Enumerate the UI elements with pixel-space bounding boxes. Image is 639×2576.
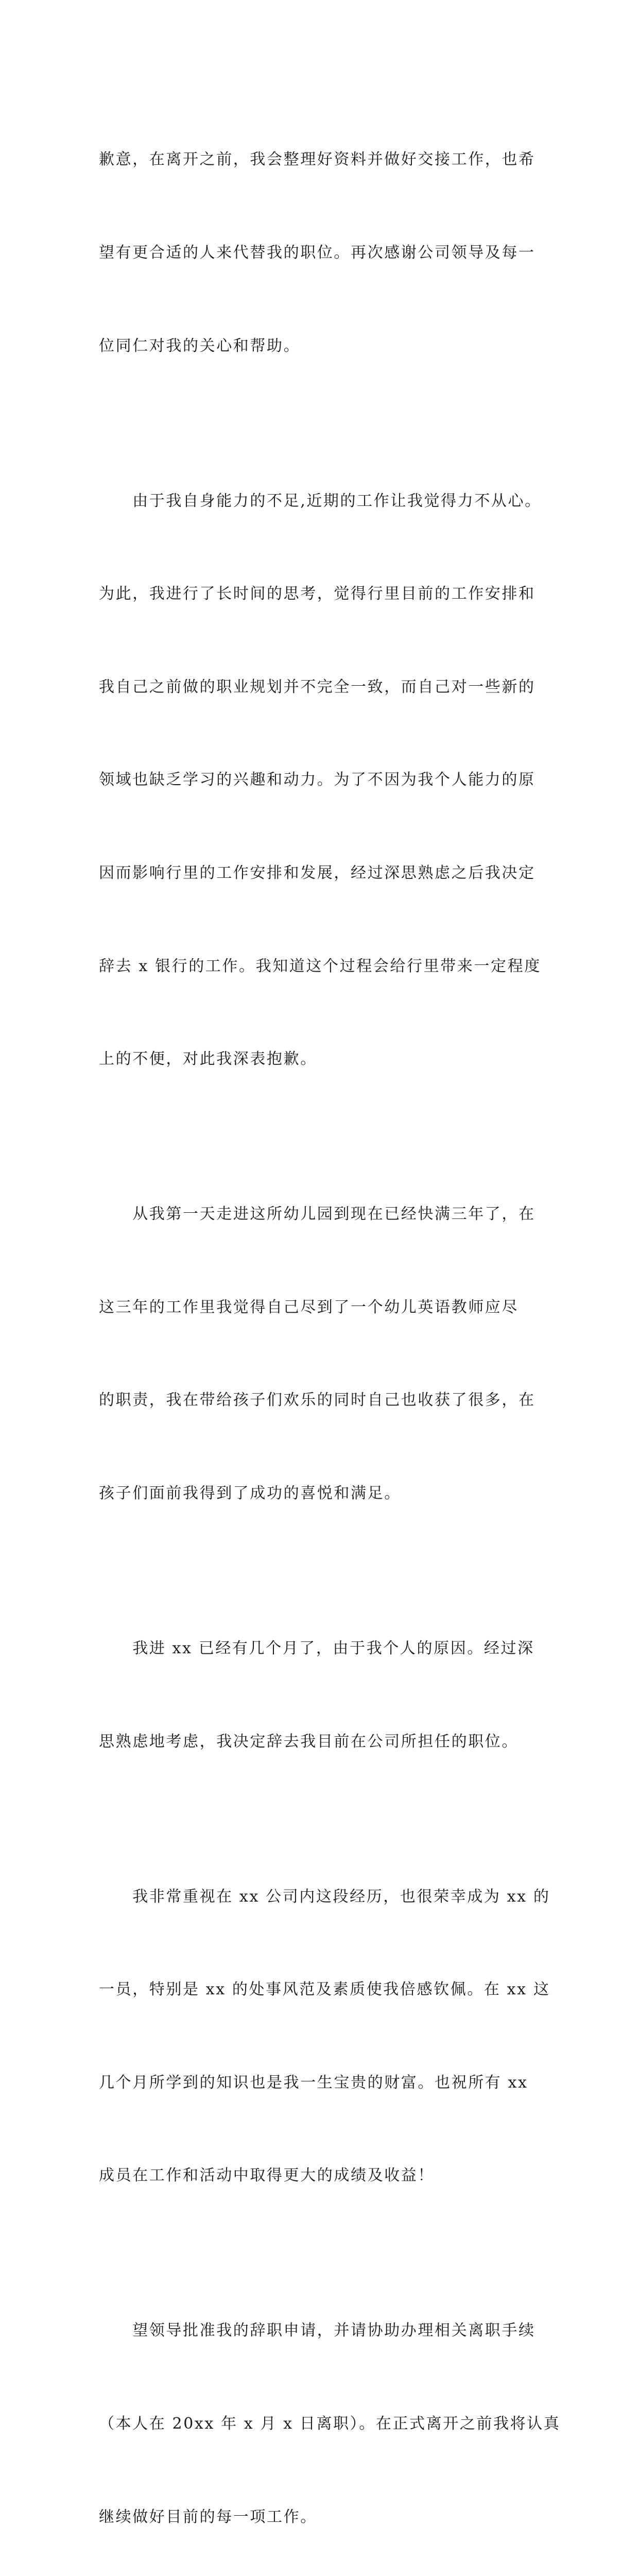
text-line: 这三年的工作里我觉得自己尽到了一个幼儿英语教师应尽 — [99, 1298, 519, 1316]
paragraph-4 — [99, 1571, 542, 1820]
text-line: 几个月所学到的知识也是我一生宝贵的财富。也祝所有 xx — [99, 2073, 528, 2092]
text-line: 的职责，我在带给孩子们欢乐的同时自己也收获了很多，在 — [99, 1391, 536, 1410]
paragraph-3 — [99, 1137, 542, 1571]
paragraph-5 — [99, 1819, 550, 2253]
text-line: 我非常重视在 xx 公司内这段经历，也很荣幸成为 xx 的 — [99, 1887, 550, 1906]
text-line: 成员在工作和活动中取得更大的成绩及收益！ — [99, 2166, 435, 2185]
text-line: 因而影响行里的工作安排和发展，经过深思熟虑之后我决定 — [99, 863, 536, 882]
paragraph-1 — [99, 82, 542, 423]
text-line: 由于我自身能力的不足,近期的工作让我觉得力不从心。 — [99, 492, 542, 510]
text-line: 我进 xx 已经有几个月了，由于我个人的原因。经过深 — [99, 1639, 534, 1657]
text-line: 望有更合适的人来代替我的职位。再次感谢公司领导及每一 — [99, 244, 536, 262]
text-line: 为此，我进行了长时间的思考，觉得行里目前的工作安排和 — [99, 585, 536, 603]
text-line: 领域也缺乏学习的兴趣和动力。为了不因为我个人能力的原 — [99, 771, 536, 789]
text-line: 一员，特别是 xx 的处事风范及素质使我倍感钦佩。在 xx 这 — [99, 1980, 550, 1999]
text-line: 我自己之前做的职业规划并不完全一致，而自己对一些新的 — [99, 677, 536, 696]
text-line: 从我第一天走进这所幼儿园到现在已经快满三年了，在 — [99, 1205, 536, 1224]
text-line: 思熟虑地考虑，我决定辞去我目前在公司所担任的职位。 — [99, 1732, 519, 1751]
letter-body — [99, 82, 561, 2576]
text-line: 位同仁对我的关心和帮助。 — [99, 336, 301, 355]
text-line: 望领导批准我的辞职申请，并请协助办理相关离职手续 — [99, 2321, 536, 2340]
text-line: （本人在 20xx 年 x 月 x 日离职）。在正式离开之前我将认真 — [99, 2414, 561, 2433]
text-line: 继续做好目前的每一项工作。 — [99, 2507, 317, 2526]
paragraph-2 — [99, 423, 542, 1137]
text-line: 辞去 x 银行的工作。我知道这个过程会给行里带来一定程度 — [99, 957, 541, 975]
text-line: 歉意，在离开之前，我会整理好资料并做好交接工作，也希 — [99, 150, 536, 169]
paragraph-6 — [99, 2253, 561, 2576]
text-line: 上的不便，对此我深表抱歉。 — [99, 1050, 317, 1069]
text-line: 孩子们面前我得到了成功的喜悦和满足。 — [99, 1484, 401, 1502]
